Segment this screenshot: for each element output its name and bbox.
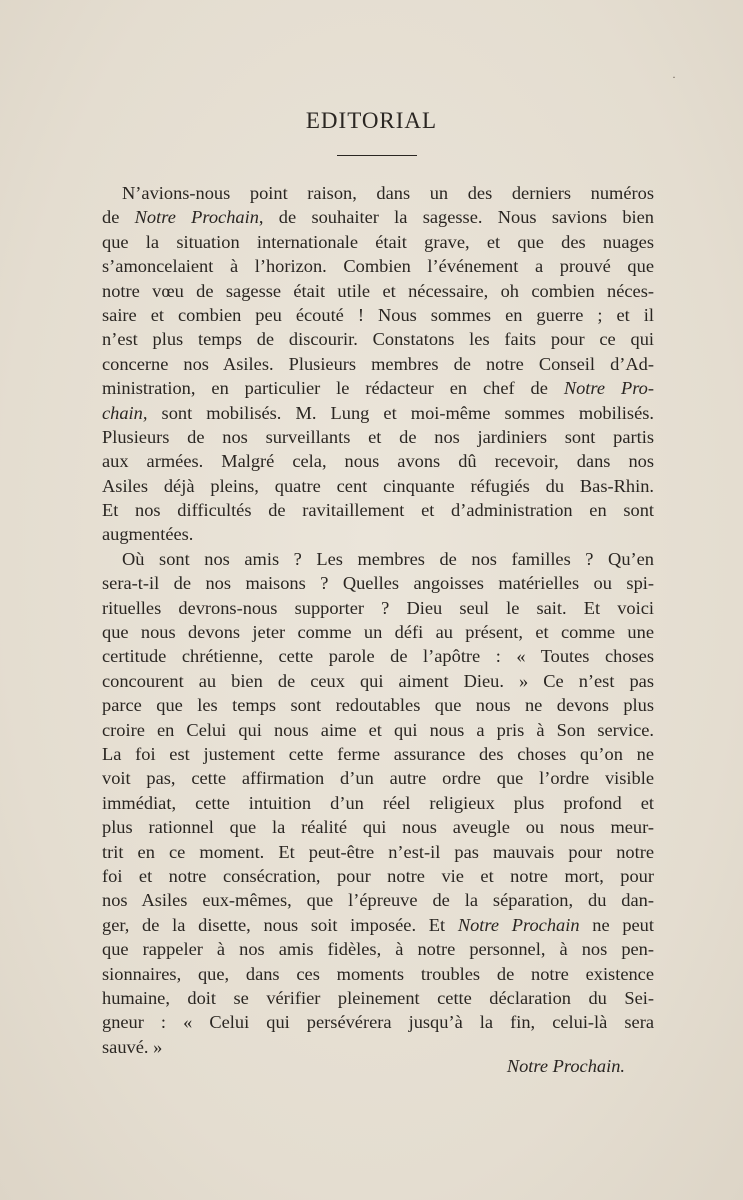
editorial-body bbox=[102, 181, 654, 1059]
text-line: foi et notre consécration, pour notre vie et notre mort, pour bbox=[102, 865, 654, 886]
text-line: ger, de la disette, nous soit imposée. Et Notre Prochain ne peut bbox=[102, 914, 654, 935]
text-line: ministration, en particulier le rédacteur en chef de Notre Pro- bbox=[102, 378, 654, 399]
text-line: rituelles devrons-nous supporter ? Dieu seul le sait. Et voici bbox=[102, 597, 654, 618]
text-line: sauvé. » bbox=[102, 1036, 163, 1057]
text-line: N’avions-nous point raison, dans un des derniers numéros bbox=[122, 183, 654, 203]
text-line: que la situation internationale était grave, et que des nuages bbox=[102, 231, 654, 252]
signature: Notre Prochain. bbox=[506, 1056, 625, 1076]
text-line: immédiat, cette intuition d’un réel religieux plus profond et bbox=[102, 792, 654, 813]
text-line: concourent au bien de ceux qui aiment Dieu. » Ce n’est pas bbox=[102, 670, 654, 691]
text-line: voit pas, cette affirmation d’un autre ordre que l’ordre visible bbox=[102, 768, 654, 789]
text-line: sionnaires, que, dans ces moments troubles de notre existence bbox=[102, 963, 654, 984]
text-line: parce que les temps sont redoutables que nous ne devons plus bbox=[102, 695, 654, 716]
text-line: trit en ce moment. Et peut-être n’est-il pas mauvais pour notre bbox=[102, 841, 654, 862]
text-line: Et nos difficultés de ravitaillement et d’administration en sont bbox=[102, 500, 654, 521]
text-line: sera-t-il de nos maisons ? Quelles angoisses matérielles ou spi- bbox=[102, 573, 654, 594]
text-line: nos Asiles eux-mêmes, que l’épreuve de la séparation, du dan- bbox=[102, 890, 654, 911]
text-line: aux armées. Malgré cela, nous avons dû recevoir, dans nos bbox=[102, 451, 654, 472]
text-line: humaine, doit se vérifier pleinement cette déclaration du Sei- bbox=[102, 987, 654, 1008]
text-line: gneur : « Celui qui persévérera jusqu’à la fin, celui-là sera bbox=[102, 1012, 654, 1033]
page-speck: · bbox=[672, 70, 676, 84]
text-line: que rappeler à nos amis fidèles, à notre personnel, à nos pen- bbox=[102, 939, 654, 960]
text-line: chain, sont mobilisés. M. Lung et moi-même sommes mobilisés. bbox=[102, 402, 654, 423]
page-title: EDITORIAL bbox=[305, 108, 438, 133]
text-line: croire en Celui qui nous aime et qui nous a pris à Son service. bbox=[102, 719, 654, 740]
text-line: certitude chrétienne, cette parole de l’apôtre : « Toutes choses bbox=[102, 646, 654, 667]
title-rule bbox=[337, 155, 417, 156]
text-line: que nous devons jeter comme un défi au présent, et comme une bbox=[102, 622, 654, 643]
text-line: saire et combien peu écouté ! Nous sommes en guerre ; et il bbox=[102, 304, 654, 325]
text-line: n’est plus temps de discourir. Constatons les faits pour ce qui bbox=[102, 329, 654, 350]
text-line: Où sont nos amis ? Les membres de nos familles ? Qu’en bbox=[122, 548, 654, 569]
text-line: s’amoncelaient à l’horizon. Combien l’événement a prouvé que bbox=[102, 256, 654, 277]
text-line: augmentées. bbox=[102, 524, 194, 545]
text-line: Asiles déjà pleins, quatre cent cinquante réfugiés du Bas-Rhin. bbox=[102, 475, 654, 496]
text-line: La foi est justement cette ferme assurance des choses qu’on ne bbox=[102, 743, 654, 764]
text-line: de Notre Prochain, de souhaiter la sagesse. Nous savions bien bbox=[102, 207, 654, 228]
text-line: notre vœu de sagesse était utile et nécessaire, oh combien néces- bbox=[102, 280, 654, 301]
text-line: concerne nos Asiles. Plusieurs membres de notre Conseil d’Ad- bbox=[102, 353, 654, 374]
text-line: plus rationnel que la réalité qui nous aveugle ou nous meur- bbox=[102, 817, 654, 838]
text-line: Plusieurs de nos surveillants et de nos jardiniers sont partis bbox=[102, 426, 654, 447]
